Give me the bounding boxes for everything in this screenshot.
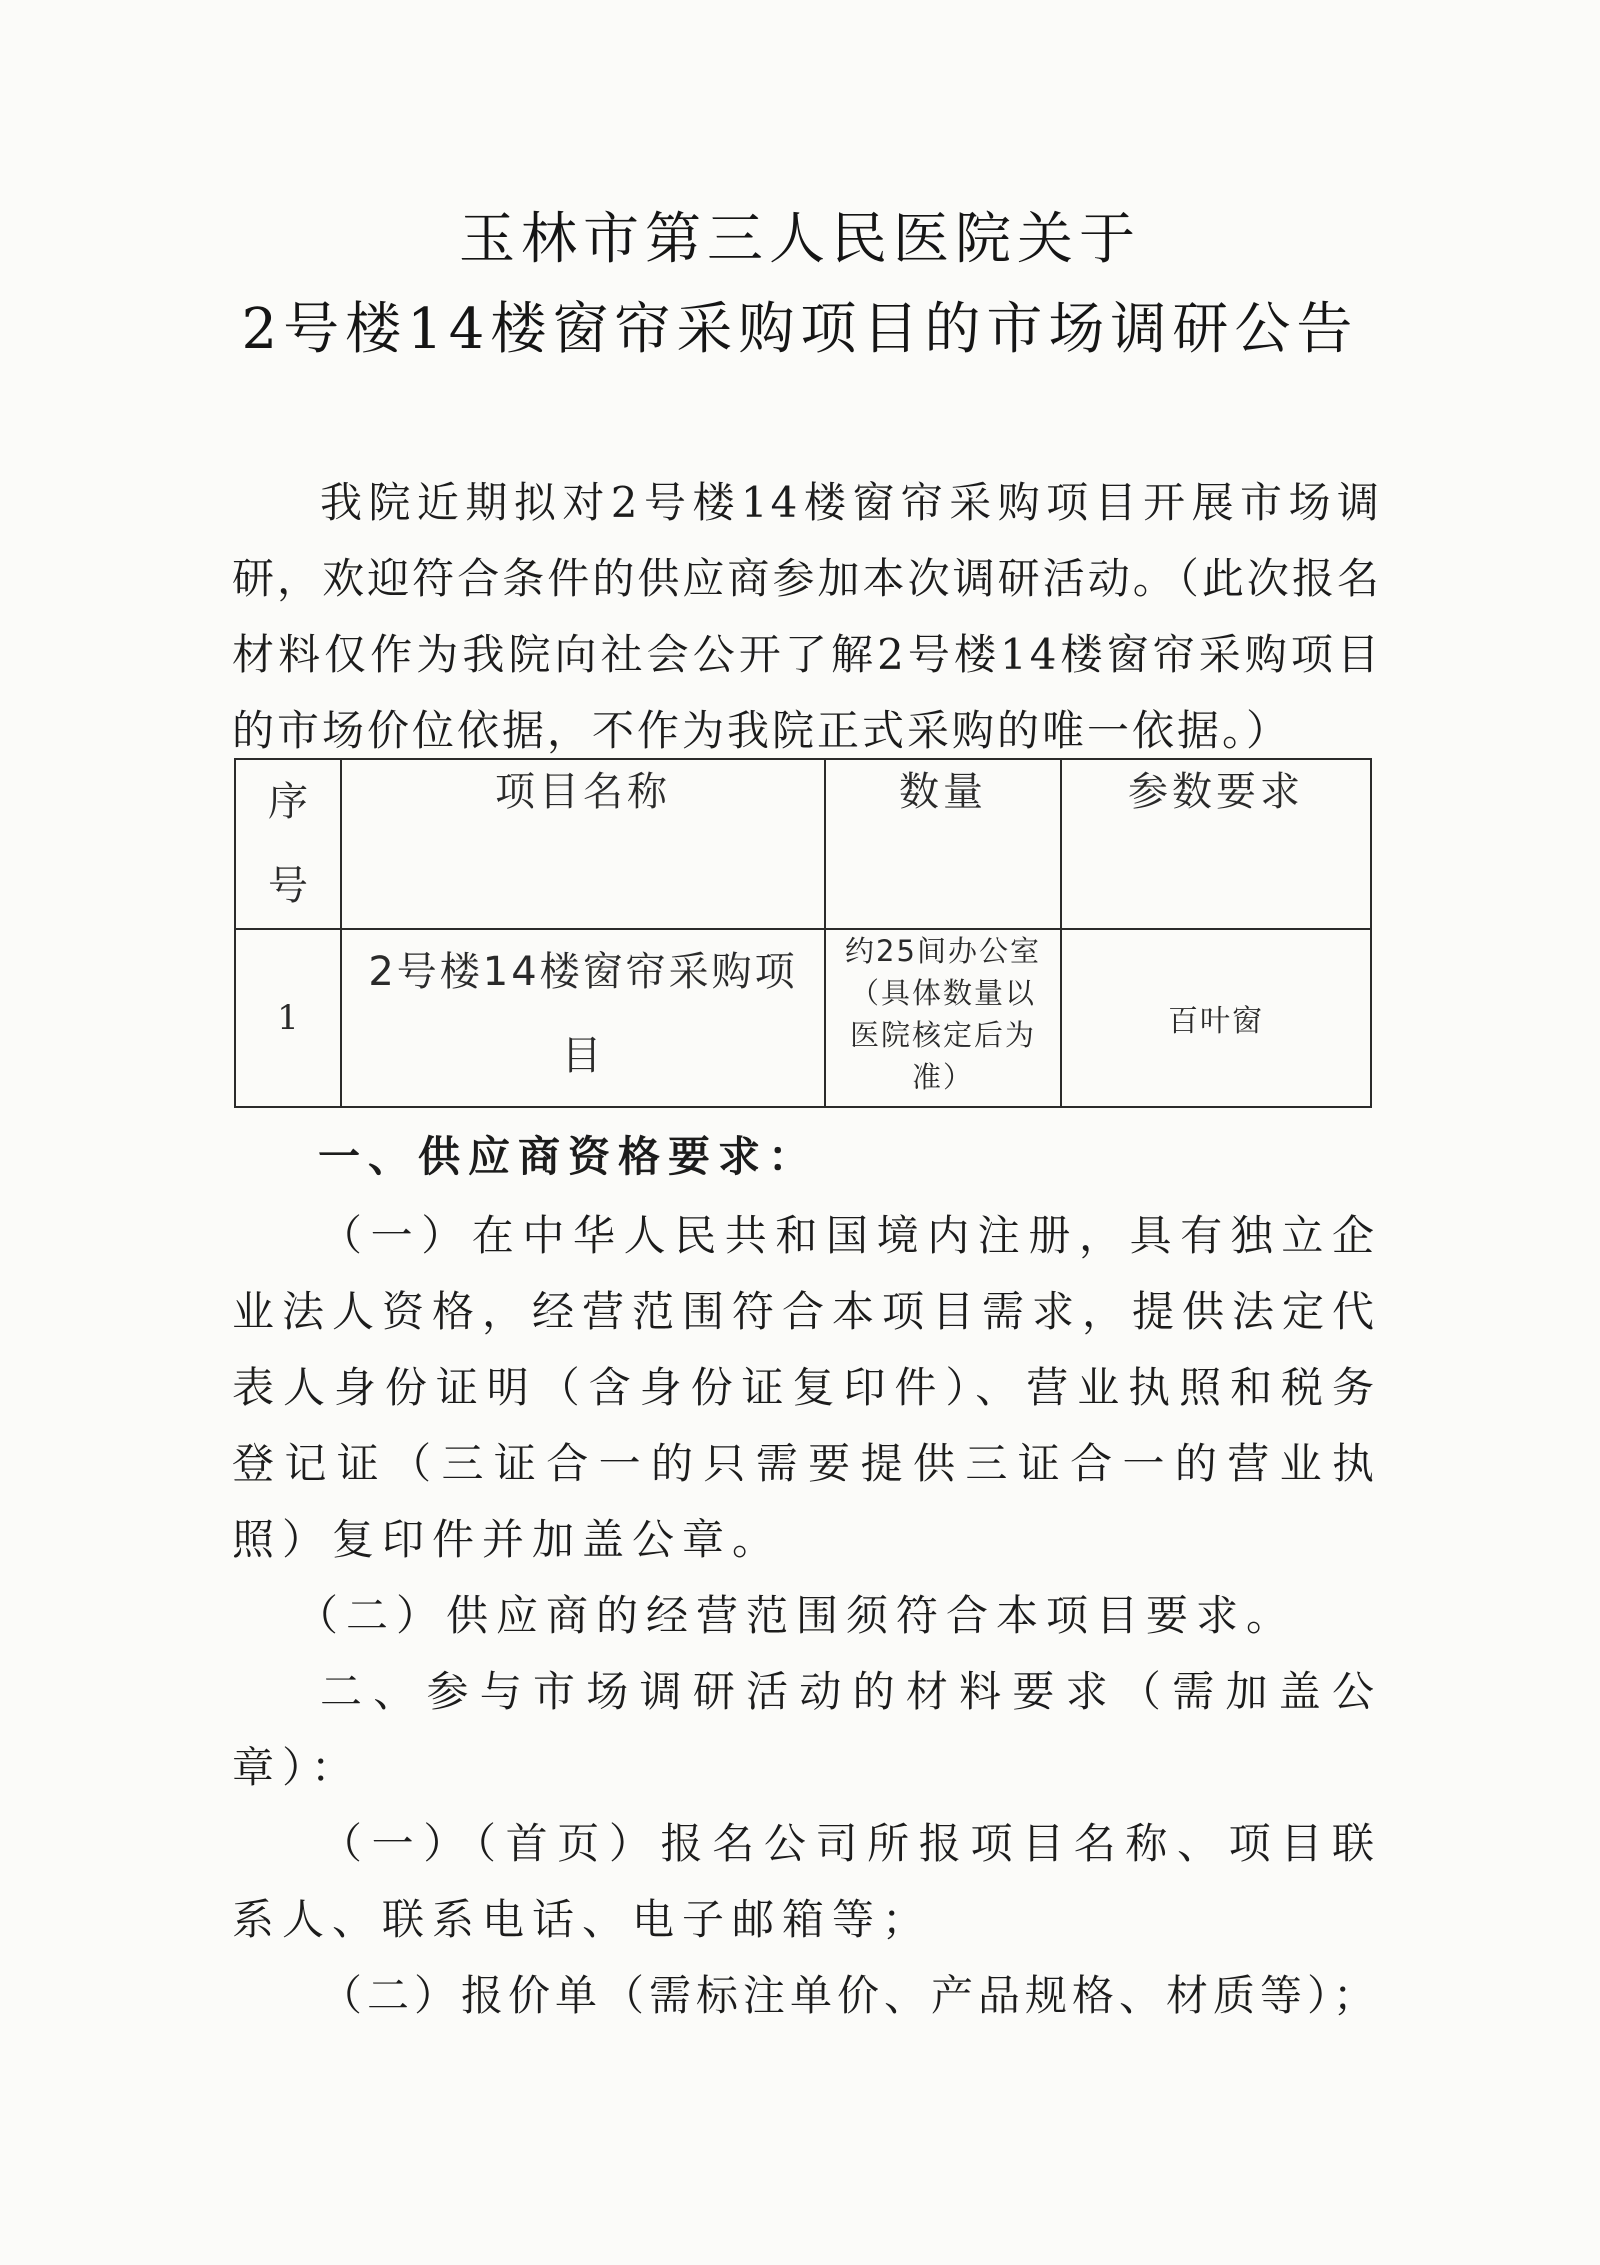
document-title-line2: 2号楼14楼窗帘采购项目的市场调研公告 xyxy=(241,297,1359,362)
table-header-row xyxy=(235,759,1371,929)
section2-item-1: （一）（首页）报名公司所报项目名称、项目联系人、联系电话、电子邮箱等； xyxy=(232,1819,1382,1944)
document-title-line1: 玉林市第三人民医院关于 xyxy=(459,207,1141,272)
header-param: 参数要求 xyxy=(1061,759,1371,929)
row-name: 2号楼14楼窗帘采购项目 xyxy=(341,929,825,1107)
survey-table xyxy=(234,758,1372,1108)
table-row xyxy=(235,929,1371,1107)
header-seq: 序号 xyxy=(235,759,341,929)
row-qty: 约25间办公室（具体数量以医院核定后为准） xyxy=(825,929,1061,1107)
row-seq: 1 xyxy=(235,929,341,1107)
header-name: 项目名称 xyxy=(341,759,825,929)
row-param: 百叶窗 xyxy=(1061,929,1371,1107)
section2-item-2: （二）报价单（需标注单价、产品规格、材质等）； xyxy=(320,1971,1381,2020)
section1-item-2: （二）供应商的经营范围须符合本项目要求。 xyxy=(296,1591,1297,1640)
intro-paragraph: 我院近期拟对2号楼14楼窗帘采购项目开展市场调研，欢迎符合条件的供应商参加本次调研活动。（此次报名材料仅作为我院向社会公开了解2号楼14楼窗帘采购项目的市场价位依据，不作为我院正式采购的唯一依据。） xyxy=(232,478,1382,755)
section1-heading: 一、供应商资格要求： xyxy=(318,1132,819,1181)
section2-heading: 二、参与市场调研活动的材料要求（需加盖公章）： xyxy=(232,1667,1382,1792)
section1-item-1: （一）在中华人民共和国境内注册，具有独立企业法人资格，经营范围符合本项目需求，提供法定代表人身份证明（含身份证复印件）、营业执照和税务登记证（三证合一的只需要提供三证合一的营业执照）复印件并加盖公章。 xyxy=(232,1211,1383,1564)
header-qty: 数量 xyxy=(825,759,1061,929)
